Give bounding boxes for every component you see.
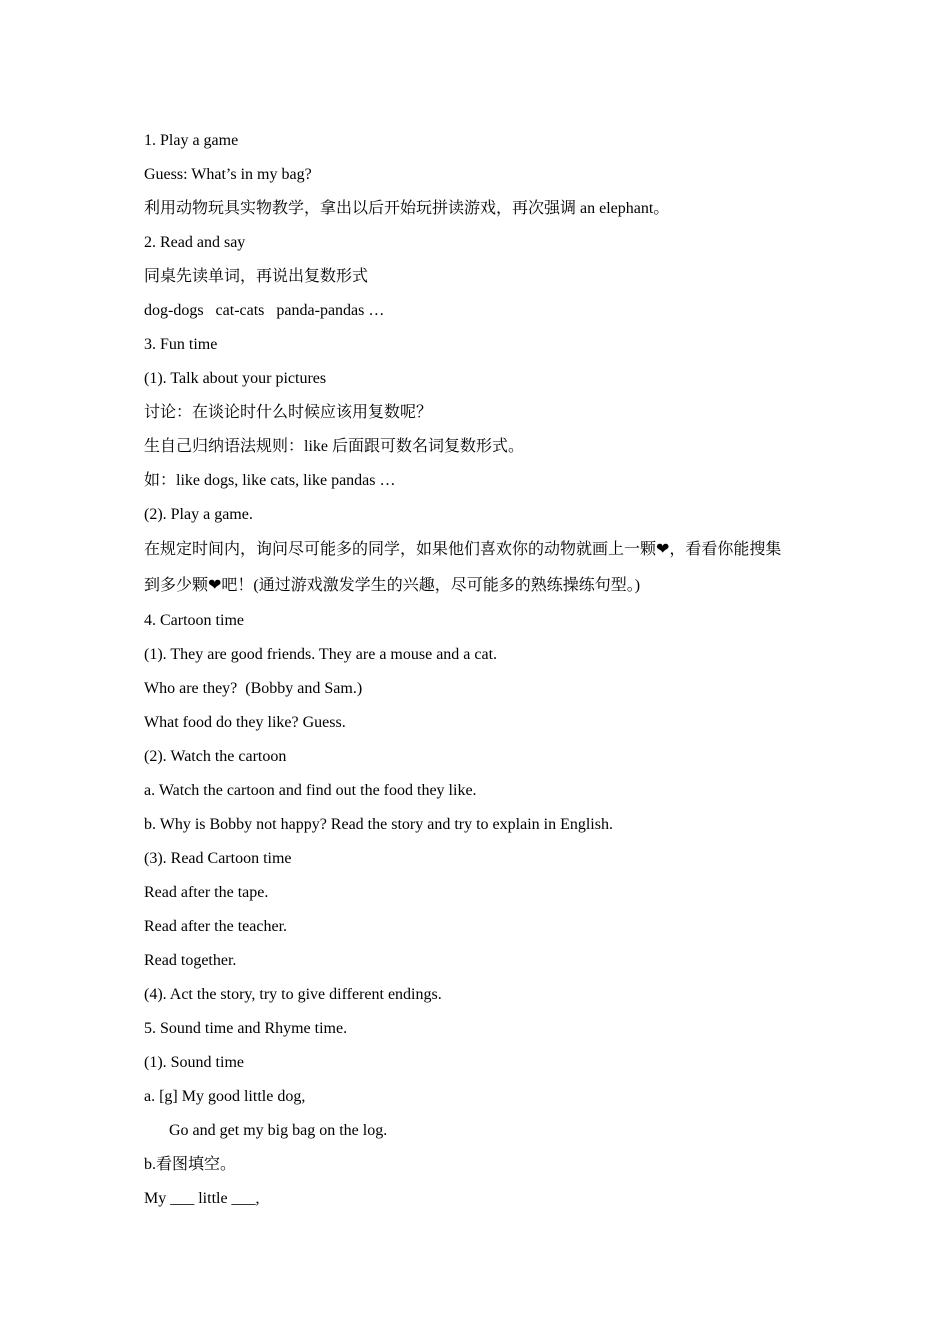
- section-heading-sound-and-rhyme-time: 5. Sound time and Rhyme time.: [144, 1020, 348, 1037]
- text-line: Read together.: [144, 952, 237, 969]
- text-line: 讨论：在谈论时什么时候应该用复数呢？: [144, 404, 433, 421]
- text-line: (2). Watch the cartoon: [144, 748, 287, 765]
- text-line: 到多少颗❤吧！(通过游戏激发学生的兴趣，尽可能多的熟练操练句型。): [144, 577, 641, 594]
- document-body: [144, 124, 824, 1216]
- text-line: dog-dogs cat-cats panda-pandas …: [144, 302, 385, 319]
- section-heading-fun-time: 3. Fun time: [144, 336, 218, 353]
- text-line: Read after the tape.: [144, 884, 269, 901]
- text-line: a. Watch the cartoon and find out the food they like.: [144, 782, 477, 799]
- text-line: b. Why is Bobby not happy? Read the story and try to explain in English.: [144, 816, 613, 833]
- text-line: Read after the teacher.: [144, 918, 288, 935]
- text-line: (1). Sound time: [144, 1054, 244, 1071]
- text-line: (4). Act the story, try to give different endings.: [144, 986, 442, 1003]
- text-line: (2). Play a game.: [144, 506, 253, 523]
- text-line: 利用动物玩具实物教学，拿出以后开始玩拼读游戏，再次强调 an elephant。: [144, 200, 670, 217]
- text-line: a. [g] My good little dog,: [144, 1088, 306, 1105]
- text-line: Who are they? (Bobby and Sam.): [144, 680, 363, 697]
- text-line: (3). Read Cartoon time: [144, 850, 292, 867]
- text-line: (1). They are good friends. They are a mouse and a cat.: [144, 646, 498, 663]
- text-line: 如：like dogs, like cats, like pandas …: [144, 472, 396, 489]
- text-line: 生自己归纳语法规则：like 后面跟可数名词复数形式。: [144, 438, 524, 455]
- text-line: (1). Talk about your pictures: [144, 370, 327, 387]
- text-line: 在规定时间内，询问尽可能多的同学，如果他们喜欢你的动物就画上一颗❤，看看你能搜集: [144, 541, 782, 558]
- section-heading-read-and-say: 2. Read and say: [144, 234, 246, 251]
- text-line: What food do they like? Guess.: [144, 714, 346, 731]
- section-heading-cartoon-time: 4. Cartoon time: [144, 612, 244, 629]
- text-line: 同桌先读单词，再说出复数形式: [144, 268, 369, 285]
- section-heading-play-a-game: 1. Play a game: [144, 132, 239, 149]
- fill-in-blank-line: My ___ little ___,: [144, 1190, 260, 1207]
- text-line: Guess: What’s in my bag?: [144, 166, 312, 183]
- text-line: b.看图填空。: [144, 1156, 237, 1173]
- text-line-indented: Go and get my big bag on the log.: [169, 1122, 388, 1139]
